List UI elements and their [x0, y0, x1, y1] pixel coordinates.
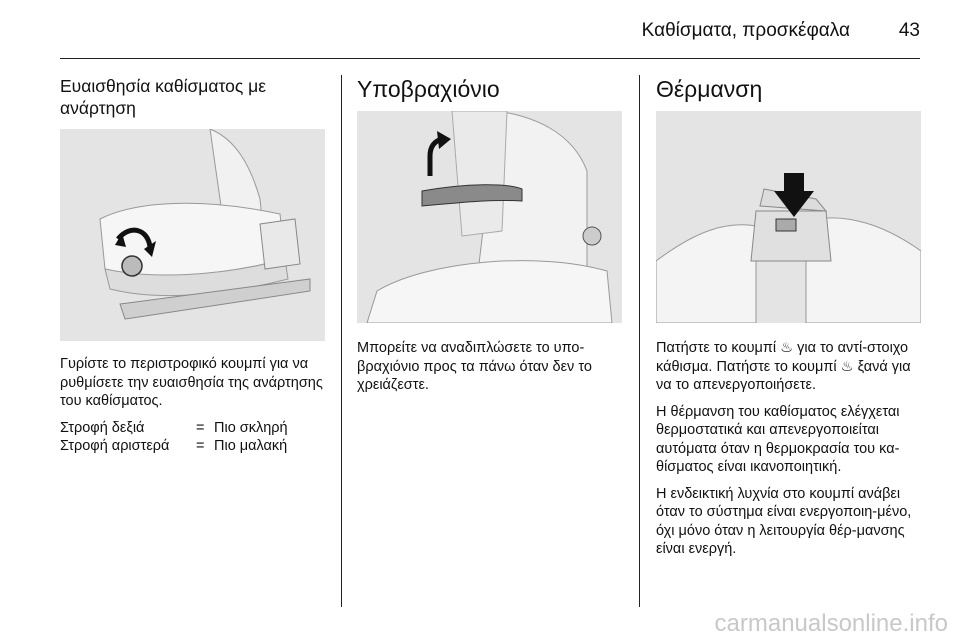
mode-direction: Στροφή δεξιά [60, 419, 145, 436]
column-suspension [60, 75, 325, 456]
header-title: Καθίσματα, προσκέφαλα [641, 20, 850, 41]
column-divider-2 [639, 75, 640, 607]
suspension-knob-illustration [60, 129, 325, 341]
watermark: carmanualsonline.info [714, 610, 948, 637]
armrest-body: Μπορείτε να αναδιπλώσετε το υπο-βραχιόνιο προς τα πάνω όταν δεν το χρειάζεστε. [357, 340, 592, 393]
mode-direction: Στροφή αριστερά [60, 438, 170, 454]
column-divider-1 [341, 75, 342, 607]
armrest-heading: Υποβραχιόνιο [357, 76, 500, 102]
header-rule [60, 58, 920, 59]
heating-paragraph-1: Πατήστε το κουμπί ♨ για το αντί-στοιχο κάθισμα. Πατήστε το κουμπί ♨ ξανά για να το απενεργοποιήσετε. [656, 340, 911, 393]
heating-drawing [656, 111, 921, 323]
column-heating [656, 75, 921, 567]
suspension-body: Γυρίστε το περιστροφικό κουμπί για να ρυθμίσετε την ευαισθησία της ανάρτησης του καθίσματος. [60, 356, 323, 409]
heating-paragraph-3: Η ενδεικτική λυχνία στο κουμπί ανάβει όταν το σύστημα είναι ενεργοποιη-μένο, όχι μόνο όταν η λειτουργία θέρ-μανσης είναι ενεργή. [656, 485, 912, 557]
armrest-illustration [357, 111, 622, 323]
armrest-drawing [357, 111, 622, 323]
column-armrest [357, 75, 622, 403]
mode-result: Πιο μαλακή [214, 438, 288, 454]
mode-row-left [60, 437, 325, 456]
mode-row-right [60, 419, 325, 438]
heating-button-illustration [656, 111, 921, 323]
seat-knob-drawing [60, 129, 325, 341]
suspension-heading: Ευαισθησία καθίσματος με ανάρτηση [60, 76, 267, 118]
heating-paragraph-2: Η θέρμανση του καθίσματος ελέγχεται θερμοστατικά και απενεργοποιείται αυτόματα όταν η θερμοκρασία του κα-θίσματος είναι ικανοποιητική. [656, 403, 900, 475]
mode-equals: = [196, 419, 205, 436]
page-number: 43 [898, 20, 920, 41]
page-header [60, 0, 920, 58]
mode-result: Πιο σκληρή [214, 419, 288, 436]
heating-heading: Θέρμανση [656, 76, 763, 102]
mode-equals: = [196, 438, 205, 454]
